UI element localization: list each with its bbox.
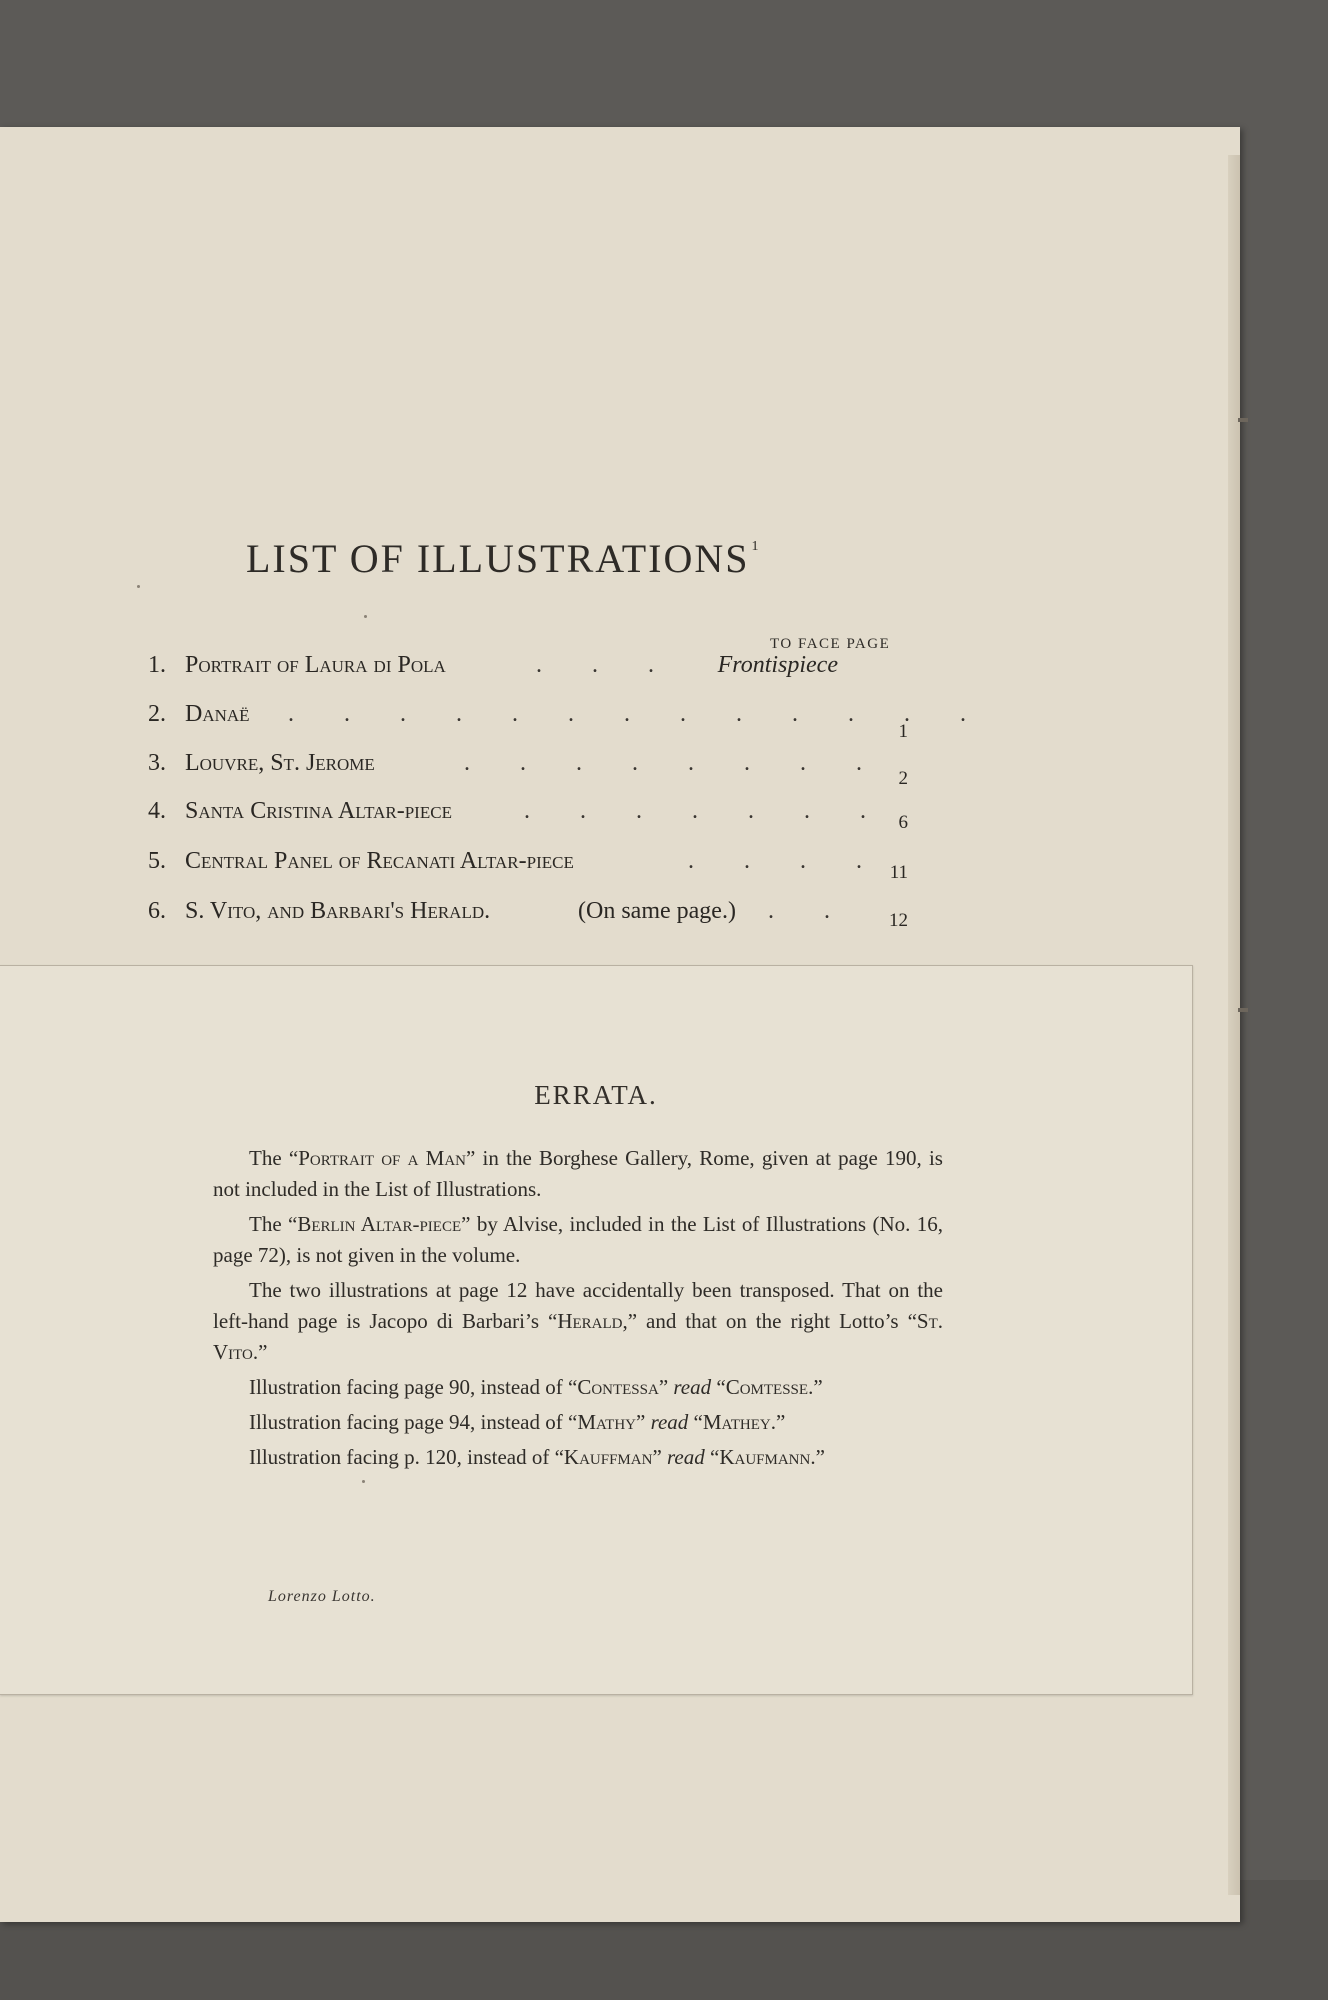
item-number: 1. — [148, 652, 166, 678]
leader-dots: . . . . . . . . — [464, 750, 884, 776]
list-item — [148, 750, 908, 790]
page-edge-shadow — [1228, 155, 1240, 1895]
item-title: S. Vito, and Barbari's Herald. — [185, 898, 491, 924]
item-page: 12 — [889, 910, 908, 931]
list-item — [148, 848, 908, 888]
item-page: 6 — [898, 812, 908, 833]
footnote-mark: 1 — [751, 539, 761, 554]
item-number: 4. — [148, 798, 166, 824]
errata-body — [213, 1143, 943, 1477]
page-tab-marker — [1238, 418, 1248, 422]
errata-entry: The two illustrations at page 12 have accidentally been transposed. That on the left-hand page is Jacopo di Barbari’s “Herald,” and that on the right Lotto’s “St. Vito.” — [213, 1278, 944, 1364]
leader-dots: . . . . — [688, 848, 884, 874]
list-item — [148, 798, 908, 838]
leader-dots: . . . — [536, 652, 676, 678]
leader-dots: . . . . . . . . . . . . . — [288, 701, 988, 727]
item-page: Frontispiece — [717, 652, 838, 678]
page-tab-marker — [1238, 1008, 1248, 1012]
item-number: 5. — [148, 848, 166, 874]
paper-speck — [362, 1480, 365, 1483]
paper-speck — [137, 585, 140, 588]
list-item — [148, 652, 908, 692]
errata-entry: Illustration facing page 94, instead of “Mathy” read “Mathey.” — [249, 1410, 786, 1434]
item-title: Central Panel of Recanati Altar-piece — [185, 848, 574, 874]
item-page: 11 — [889, 862, 908, 883]
item-title: Portrait of Laura di Pola — [185, 652, 446, 678]
item-page: 1 — [898, 721, 908, 742]
errata-title: ERRATA. — [534, 1080, 658, 1110]
item-page: 2 — [898, 768, 908, 789]
errata-entry: Illustration facing page 90, instead of “Contessa” read “Comtesse.” — [249, 1375, 823, 1399]
errata-entry: The “Berlin Altar-piece” by Alvise, included in the List of Illustrations (No. 16, page 72), is not given in the volume. — [213, 1212, 943, 1267]
column-header: TO FACE PAGE — [770, 636, 891, 652]
item-number: 6. — [148, 898, 166, 924]
list-title: LIST OF ILLUSTRATIONS $^1$ — [246, 536, 761, 581]
item-title: Louvre, St. Jerome — [185, 750, 375, 776]
errata-entry: The “Portrait of a Man” in the Borghese Gallery, Rome, given at page 190, is not included in the List of Illustrations. — [213, 1146, 943, 1201]
leader-dots: . . — [768, 898, 852, 924]
leader-dots: . . . . . . . — [524, 798, 888, 824]
list-item — [148, 701, 988, 742]
item-note: (On same page.) — [578, 898, 736, 924]
errata-signature: Lorenzo Lotto. — [268, 1588, 376, 1605]
list-item — [148, 898, 908, 938]
item-number: 2. — [148, 701, 166, 727]
paper-speck — [364, 615, 367, 618]
item-title: Santa Cristina Altar-piece — [185, 798, 452, 824]
errata-entry: Illustration facing p. 120, instead of “Kauffman” read “Kaufmann.” — [249, 1445, 825, 1469]
item-title: Danaë — [185, 701, 250, 727]
item-number: 3. — [148, 750, 166, 776]
